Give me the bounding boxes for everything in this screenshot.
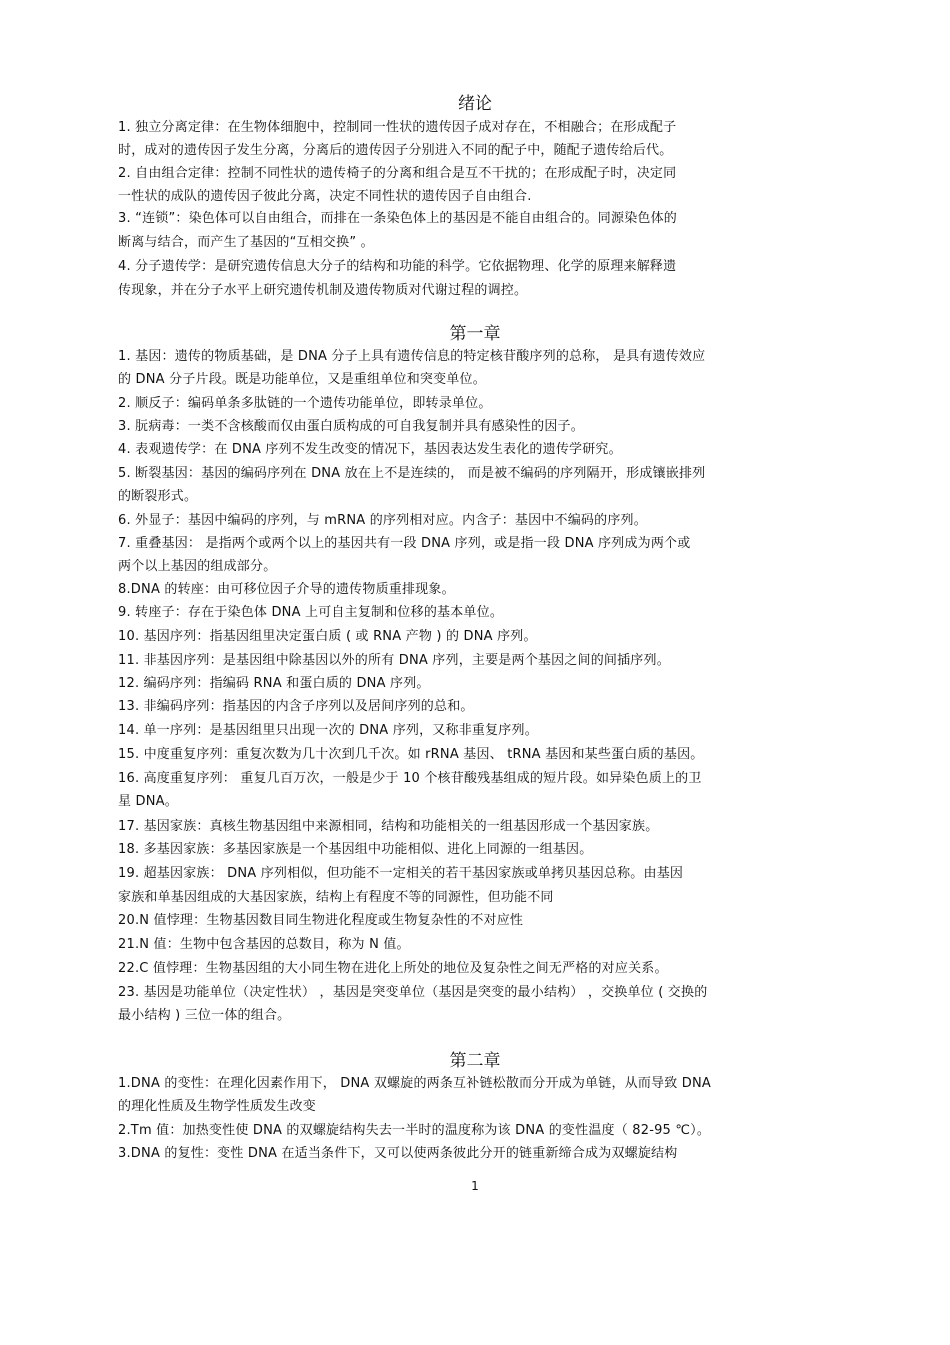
intro-line: 一性状的成队的遗传因子彼此分离，决定不同性状的遗传因子自由组合. [118,189,532,204]
chapter1-line: 2. 顺反子：编码单条多肽链的一个遗传功能单位，即转录单位。 [118,396,492,411]
chapter1-line: 14. 单一序列：是基因组里只出现一次的 DNA 序列，又称非重复序列。 [118,723,538,738]
section-title-intro: 绪论 [458,94,492,114]
chapter2-line: 1.DNA 的变性：在理化因素作用下， DNA 双螺旋的两条互补链松散而分开成为单链，从而导致 DNA [118,1076,712,1091]
chapter1-line: 的 DNA 分子片段。既是功能单位，又是重组单位和突变单位。 [118,372,486,387]
section-title-chapter1: 第一章 [449,324,501,344]
chapter1-line: 11. 非基因序列：是基因组中除基因以外的所有 DNA 序列，主要是两个基因之间的间插序列。 [118,653,670,668]
chapter1-line: 两个以上基因的组成部分。 [118,559,277,574]
section-title-chapter2: 第二章 [449,1051,501,1071]
chapter1-line: 1. 基因：遗传的物质基础，是 DNA 分子上具有遗传信息的特定核苷酸序列的总称， 是具有遗传效应 [118,349,706,364]
intro-line: 4. 分子遗传学：是研究遗传信息大分子的结构和功能的科学。它依据物理、化学的原理来解释遗 [118,259,677,274]
chapter1-line: 23. 基因是功能单位（决定性状） ，基因是突变单位（基因是突变的最小结构） ，交换单位 ( 交换的 [118,985,708,1000]
page-number: 1 [471,1179,479,1193]
chapter2-line: 的理化性质及生物学性质发生改变 [118,1099,317,1114]
chapter1-line: 6. 外显子：基因中编码的序列，与 mRNA 的序列相对应。内含子：基因中不编码的序列。 [118,513,647,528]
intro-line: 3. “连锁”：染色体可以自由组合，而排在一条染色体上的基因是不能自由组合的。同源染色体的 [118,211,678,226]
chapter1-line: 10. 基因序列：指基因组里决定蛋白质 ( 或 RNA 产物 ) 的 DNA 序列。 [118,629,537,644]
intro-line: 断离与结合，而产生了基因的“互相交换” 。 [118,235,374,250]
chapter1-line: 18. 多基因家族：多基因家族是一个基因组中功能相似、进化上同源的一组基因。 [118,842,593,857]
chapter1-line: 9. 转座子：存在于染色体 DNA 上可自主复制和位移的基本单位。 [118,605,504,620]
chapter1-line: 8.DNA 的转座：由可移位因子介导的遗传物质重排现象。 [118,582,455,597]
chapter1-line: 12. 编码序列：指编码 RNA 和蛋白质的 DNA 序列。 [118,676,430,691]
chapter1-line: 19. 超基因家族： DNA 序列相似，但功能不一定相关的若干基因家族或单拷贝基因总称。由基因 [118,866,684,881]
chapter2-line: 2.Tm 值：加热变性使 DNA 的双螺旋结构失去一半时的温度称为该 DNA 的变性温度（ 82-95 ℃）。 [118,1123,711,1138]
chapter1-line: 16. 高度重复序列： 重复几百万次，一般是少于 10 个核苷酸残基组成的短片段。如异染色质上的卫 [118,771,702,786]
intro-line: 时，成对的遗传因子发生分离，分离后的遗传因子分别进入不同的配子中，随配子遗传给后代。 [118,143,673,158]
chapter1-line: 17. 基因家族：真核生物基因组中来源相同，结构和功能相关的一组基因形成一个基因家族。 [118,819,659,834]
chapter1-line: 最小结构 ) 三位一体的组合。 [118,1008,291,1023]
chapter1-line: 21.N 值：生物中包含基因的总数目，称为 N 值。 [118,937,410,952]
chapter1-line: 20.N 值悖理：生物基因数目同生物进化程度或生物复杂性的不对应性 [118,913,524,928]
intro-line: 2. 自由组合定律：控制不同性状的遗传椅子的分离和组合是互不干扰的；在形成配子时，决定同 [118,166,677,181]
chapter1-line: 5. 断裂基因：基因的编码序列在 DNA 放在上不是连续的， 而是被不编码的序列隔开，形成镶嵌排列 [118,466,706,481]
chapter1-line: 4. 表观遗传学：在 DNA 序列不发生改变的情况下，基因表达发生表化的遗传学研究。 [118,442,622,457]
chapter1-line: 家族和单基因组成的大基因家族，结构上有程度不等的同源性，但功能不同 [118,890,554,905]
chapter1-line: 3. 朊病毒：一类不含核酸而仅由蛋白质构成的可自我复制并具有感染性的因子。 [118,419,584,434]
chapter1-line: 15. 中度重复序列：重复次数为几十次到几千次。如 rRNA 基因、 tRNA 基因和某些蛋白质的基因。 [118,747,704,762]
chapter1-line: 13. 非编码序列：指基因的内含子序列以及居间序列的总和。 [118,699,474,714]
chapter2-line: 3.DNA 的复性：变性 DNA 在适当条件下，又可以使两条彼此分开的链重新缔合成为双螺旋结构 [118,1146,678,1161]
chapter1-line: 星 DNA。 [118,794,178,809]
chapter1-line: 22.C 值悖理：生物基因组的大小同生物在进化上所处的地位及复杂性之间无严格的对应关系。 [118,961,668,976]
chapter1-line: 的断裂形式。 [118,489,198,504]
intro-line: 传现象，并在分子水平上研究遗传机制及遗传物质对代谢过程的调控。 [118,283,528,298]
chapter1-line: 7. 重叠基因： 是指两个或两个以上的基因共有一段 DNA 序列，或是指一段 DNA 序列成为两个或 [118,536,691,551]
intro-line: 1. 独立分离定律：在生物体细胞中，控制同一性状的遗传因子成对存在，不相融合；在形成配子 [118,120,677,135]
